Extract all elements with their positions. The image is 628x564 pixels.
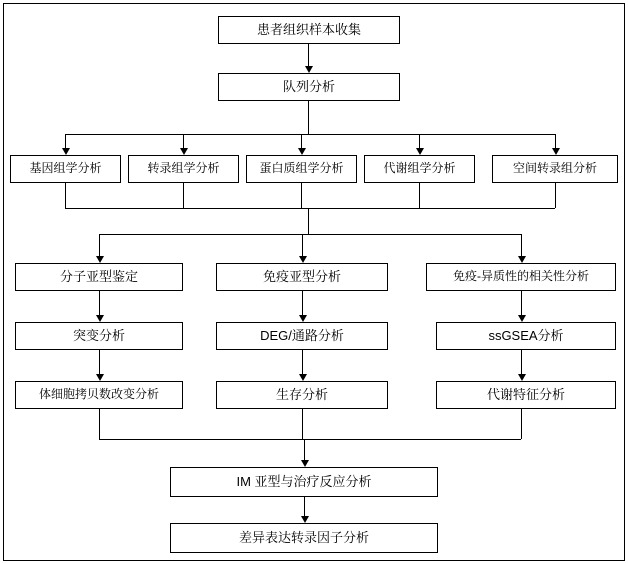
bus-omics-top [65, 134, 555, 135]
node-survival-analysis [216, 381, 388, 409]
arrow-c5-c8 [299, 374, 307, 381]
connector-im-to-tf [304, 497, 305, 516]
arrow-spatial [552, 148, 560, 155]
arrow-c3-c6 [518, 315, 526, 322]
arrow-c4-c7 [96, 374, 104, 381]
node-metabolic-feature-analysis [436, 381, 616, 409]
bus-columns-top [99, 234, 521, 235]
node-ssgsea-analysis [436, 322, 616, 350]
node-cohort-analysis [218, 73, 400, 101]
bus-omics-bottom [65, 208, 555, 209]
node-label: 基因组学分析 [29, 161, 102, 176]
riser-proteomics [301, 183, 302, 208]
riser-transcriptomics [183, 183, 184, 208]
riser-col3-merge [521, 409, 522, 439]
riser-col1-merge [99, 409, 100, 439]
arrow-c1-c4 [96, 315, 104, 322]
node-label: 患者组织样本收集 [256, 21, 361, 37]
drop-metabolomics [419, 134, 420, 148]
riser-genomics [65, 183, 66, 208]
node-label: 转录组学分析 [147, 161, 220, 176]
node-label: 分子亚型鉴定 [59, 268, 138, 284]
arrow-metabolomics [416, 148, 424, 155]
node-proteomics-analysis [246, 155, 357, 183]
arrow-proteomics [298, 148, 306, 155]
node-label: 体细胞拷贝数改变分析 [38, 387, 159, 402]
node-label: 代谢组学分析 [383, 161, 456, 176]
arrow-col3 [518, 256, 526, 263]
node-metabolomics-analysis [364, 155, 475, 183]
node-somatic-copy-number-alteration-analysis [15, 381, 183, 409]
riser-metabolomics [419, 183, 420, 208]
node-differential-transcription-factor-analysis [170, 523, 438, 553]
connector-c4-c7 [99, 350, 100, 374]
arrow-merge-to-im [301, 460, 309, 467]
connector-c5-c8 [302, 350, 303, 374]
arrow-col2 [299, 256, 307, 263]
node-label: 免疫-异质性的相关性分析 [453, 269, 589, 284]
drop-transcriptomics [183, 134, 184, 148]
connector-sample-to-cohort [308, 44, 309, 66]
drop-col2 [302, 234, 303, 256]
drop-proteomics [301, 134, 302, 148]
node-label: 差异表达转录因子分析 [238, 529, 369, 545]
connector-c3-c6 [521, 291, 522, 315]
node-label: 生存分析 [275, 386, 328, 402]
arrow-col1 [96, 256, 104, 263]
arrow-im-to-tf [301, 516, 309, 523]
drop-spatial [555, 134, 556, 148]
node-patient-sample-collection [218, 16, 400, 44]
node-label: 免疫亚型分析 [262, 268, 341, 284]
node-label: IM 亚型与治疗反应分析 [236, 473, 372, 489]
drop-col3 [521, 234, 522, 256]
connector-cohort-down [308, 101, 309, 134]
node-spatial-transcriptomics-analysis [492, 155, 618, 183]
connector-c1-c4 [99, 291, 100, 315]
node-immune-subtype-analysis [216, 263, 388, 291]
arrow-c6-c9 [518, 374, 526, 381]
connector-omics-down [308, 208, 309, 234]
arrow-transcriptomics [180, 148, 188, 155]
drop-col1 [99, 234, 100, 256]
connector-merge-to-im [304, 439, 305, 460]
connector-c2-c5 [302, 291, 303, 315]
node-mutation-analysis [15, 322, 183, 350]
node-deg-pathway-analysis [216, 322, 388, 350]
node-immune-heterogeneity-correlation-analysis [426, 263, 616, 291]
node-im-subtype-treatment-response-analysis [170, 467, 438, 497]
node-transcriptomics-analysis [128, 155, 239, 183]
node-label: ssGSEA分析 [488, 327, 564, 343]
arrow-genomics [62, 148, 70, 155]
drop-genomics [65, 134, 66, 148]
node-molecular-subtype-identification [15, 263, 183, 291]
arrow-sample-to-cohort [305, 66, 313, 73]
node-label: 队列分析 [282, 78, 335, 94]
connector-c6-c9 [521, 350, 522, 374]
node-label: DEG/通路分析 [260, 327, 344, 343]
node-label: 空间转录组分析 [512, 161, 597, 176]
node-label: 代谢特征分析 [486, 386, 565, 402]
riser-spatial [555, 183, 556, 208]
bus-merge [99, 439, 521, 440]
riser-col2-merge [302, 409, 303, 439]
node-label: 蛋白质组学分析 [259, 161, 344, 176]
node-label: 突变分析 [72, 327, 125, 343]
node-genomics-analysis [10, 155, 121, 183]
arrow-c2-c5 [299, 315, 307, 322]
